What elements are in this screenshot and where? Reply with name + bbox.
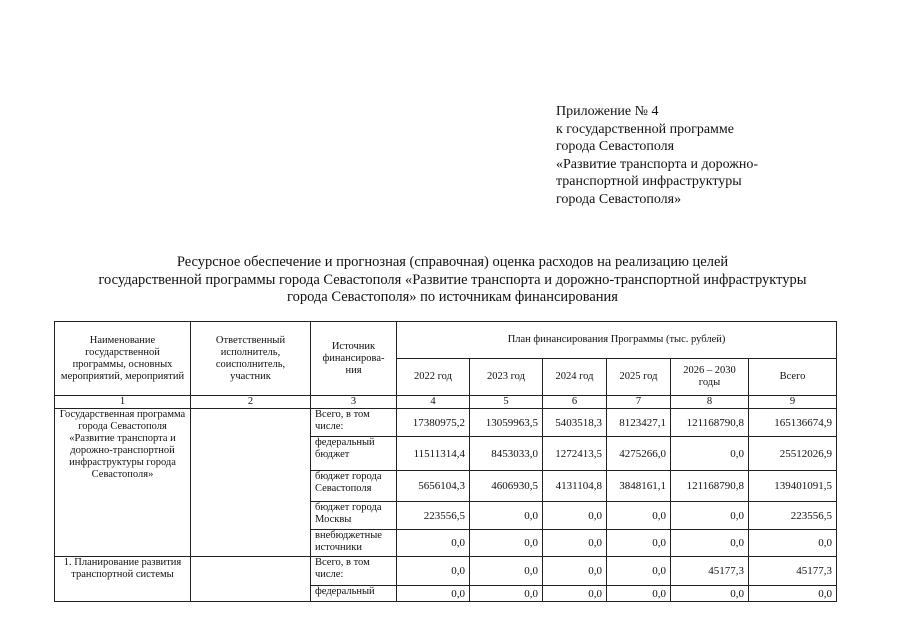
- source-cell: федеральный: [311, 586, 397, 602]
- source-cell: бюджет города Москвы: [311, 502, 397, 530]
- header-source: Источник финансирова-ния: [311, 322, 397, 396]
- title-line: государственной программы города Севастополя «Развитие транспорта и дорожно-транспортной инфраструктуры: [98, 271, 807, 288]
- column-number: 1: [55, 396, 191, 409]
- value-cell: 0,0: [543, 586, 607, 602]
- value-cell: 8453033,0: [470, 437, 543, 471]
- value-cell: 1272413,5: [543, 437, 607, 471]
- document-title: [40, 254, 865, 307]
- header-year: 2026 – 2030 годы: [671, 359, 749, 396]
- value-cell: 5403518,3: [543, 409, 607, 437]
- header-year: 2022 год: [397, 359, 470, 396]
- value-cell: 0,0: [607, 586, 671, 602]
- value-cell: 17380975,2: [397, 409, 470, 437]
- header-year: 2023 год: [470, 359, 543, 396]
- column-number: 6: [543, 396, 607, 409]
- value-cell: 0,0: [397, 557, 470, 586]
- value-cell: 0,0: [397, 530, 470, 557]
- source-cell: федеральный бюджет: [311, 437, 397, 471]
- annex-block: [556, 103, 758, 208]
- title-line: Ресурсное обеспечение и прогнозная (справочная) оценка расходов на реализацию целей: [176, 254, 729, 270]
- value-cell: 121168790,8: [671, 471, 749, 502]
- value-cell: 0,0: [470, 557, 543, 586]
- value-cell: 0,0: [607, 530, 671, 557]
- annex-line: «Развитие транспорта и дорожно-: [556, 156, 759, 172]
- value-cell: 0,0: [470, 530, 543, 557]
- source-cell: внебюджетные источники: [311, 530, 397, 557]
- value-cell: 25512026,9: [749, 437, 837, 471]
- header-responsible: Ответственный исполнитель, соисполнитель, участник: [191, 322, 311, 396]
- value-cell: 5656104,3: [397, 471, 470, 502]
- header-plan: План финансирования Программы (тыс. рублей): [397, 322, 837, 359]
- column-number: 9: [749, 396, 837, 409]
- table-row: [55, 557, 837, 586]
- value-cell: 0,0: [749, 586, 837, 602]
- value-cell: 0,0: [470, 586, 543, 602]
- value-cell: 0,0: [543, 502, 607, 530]
- value-cell: 121168790,8: [671, 409, 749, 437]
- responsible-cell: [191, 557, 311, 602]
- value-cell: 0,0: [607, 557, 671, 586]
- source-cell: Всего, в том числе:: [311, 409, 397, 437]
- column-number: 8: [671, 396, 749, 409]
- value-cell: 0,0: [543, 530, 607, 557]
- header-year: 2025 год: [607, 359, 671, 396]
- value-cell: 223556,5: [749, 502, 837, 530]
- value-cell: 45177,3: [749, 557, 837, 586]
- value-cell: 0,0: [470, 502, 543, 530]
- column-number: 5: [470, 396, 543, 409]
- annex-line: города Севастополя»: [556, 191, 682, 207]
- value-cell: 0,0: [397, 586, 470, 602]
- header-name: Наименование государственной программы, основных мероприятий, мероприятий: [55, 322, 191, 396]
- header-year: 2024 год: [543, 359, 607, 396]
- source-cell: Всего, в том числе:: [311, 557, 397, 586]
- value-cell: 0,0: [671, 437, 749, 471]
- responsible-cell: [191, 409, 311, 557]
- value-cell: 0,0: [671, 502, 749, 530]
- financing-table: [54, 321, 837, 602]
- annex-line: к государственной программе: [556, 121, 734, 137]
- value-cell: 4131104,8: [543, 471, 607, 502]
- column-number: 2: [191, 396, 311, 409]
- value-cell: 165136674,9: [749, 409, 837, 437]
- value-cell: 0,0: [543, 557, 607, 586]
- column-number: 7: [607, 396, 671, 409]
- value-cell: 0,0: [671, 530, 749, 557]
- value-cell: 0,0: [607, 502, 671, 530]
- value-cell: 8123427,1: [607, 409, 671, 437]
- value-cell: 45177,3: [671, 557, 749, 586]
- column-number: 3: [311, 396, 397, 409]
- value-cell: 0,0: [671, 586, 749, 602]
- value-cell: 139401091,5: [749, 471, 837, 502]
- source-cell: бюджет города Севастополя: [311, 471, 397, 502]
- value-cell: 0,0: [749, 530, 837, 557]
- annex-line: города Севастополя: [556, 139, 675, 154]
- annex-line: транспортной инфраструктуры: [556, 174, 742, 189]
- program-name: Государственная программа города Севастополя «Развитие транспорта и дорожно-транспортной инфраструктуры города Севастополя»: [55, 409, 191, 557]
- value-cell: 13059963,5: [470, 409, 543, 437]
- title-line: города Севастополя» по источникам финансирования: [287, 289, 618, 305]
- column-number: 4: [397, 396, 470, 409]
- header-total: Всего: [749, 359, 837, 396]
- activity-name: 1. Планирование развития транспортной системы: [55, 557, 191, 602]
- value-cell: 223556,5: [397, 502, 470, 530]
- value-cell: 11511314,4: [397, 437, 470, 471]
- value-cell: 4275266,0: [607, 437, 671, 471]
- table-row: [55, 409, 837, 437]
- value-cell: 4606930,5: [470, 471, 543, 502]
- annex-line: Приложение № 4: [556, 104, 659, 119]
- value-cell: 3848161,1: [607, 471, 671, 502]
